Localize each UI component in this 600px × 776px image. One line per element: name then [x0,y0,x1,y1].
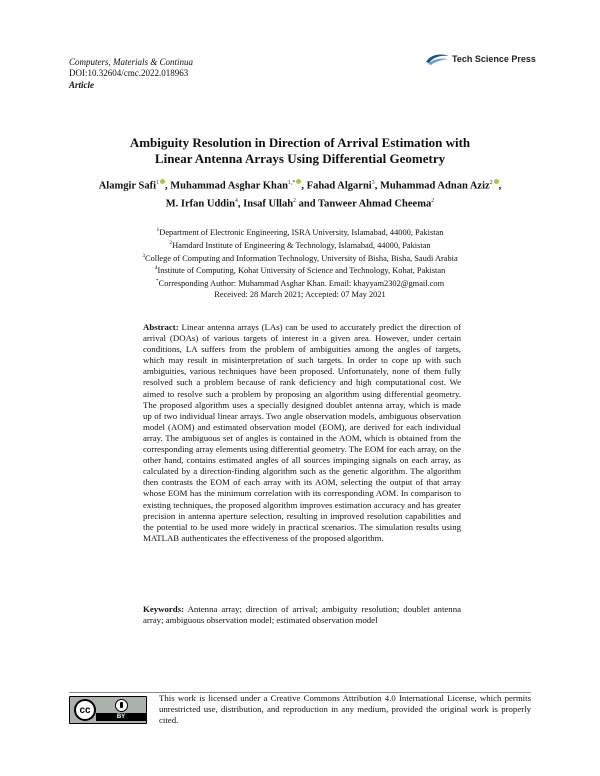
affiliation-sup: 3 [142,252,145,259]
author-separator: , [164,180,171,192]
affiliation-line [90,251,510,264]
author-affil-sup: 2 [431,197,435,204]
affiliations [90,225,510,300]
abstract-text: Linear antenna arrays (LAs) can be used to accurately predict the direction of arrival (DOAs) of various targets of interest in a given area. However, under certain conditions, LA suffers from the problem of ambiguities among the angles of targets, which may result in misinterpretation of such targets. In order to cope up with such ambiguities, various techniques have been proposed. Unfortunately, none of them fully resolved such a problem because of rank deficiency and high computational cost. We aimed to resolve such a problem by proposing an algorithm using differential geometry. The proposed algorithm uses a specially designed doublet antenna array, which is made up of two individual linear arrays. Two angle observation models, ambiguous observation model (AOM) and estimated observation model (EOM), are derived for each individual array. The ambiguous set of angles is contained in the AOM, which is obtained from the corresponding array elements using differential geometry. The EOM for each array, on the other hand, contains estimated angles of all sources impinging signals on each array, as calculated by a direction-finding algorithm such as the genetic algorithm. The algorithm then contrasts the EOM of each array with its AOM, selecting the output of that array whose EOM has the minimum correlation with its corresponding AOM. In comparison to existing techniques, the proposed algorithm improves estimation accuracy and has greater precision in antenna aperture selection, resulting in improved resolution capabilities and the potential to be used more widely in practical scenarios. The simulation results using MATLAB authenticates the effectiveness of the proposed algorithm. [143,322,461,543]
author-line-1 [90,176,510,194]
cc-by-label: BY [96,713,146,721]
paper-title [80,135,520,167]
article-type: Article [69,80,94,90]
author-conjunction: and [296,198,319,209]
cc-by-block [96,697,146,723]
author-affil-sup: 1 [155,180,159,186]
author-affil-sup: 1,* [287,180,296,186]
publisher-name: Tech Science Press [452,54,536,64]
abstract [143,322,461,544]
affiliation-line [90,238,510,251]
affiliation-sup: * [155,278,159,285]
affiliation-sup: 1 [156,227,160,233]
doi[interactable]: DOI:10.32604/cmc.2022.018963 [69,68,189,78]
affiliation-text: Department of Electronic Engineering, ISRA University, Islamabad, 44000, Pakistan [159,227,444,237]
journal-name: Computers, Materials & Continua [69,57,194,67]
corresponding-author [90,276,510,289]
author-name: Insaf Ullah [243,198,294,209]
keywords-label: Keywords: [143,604,185,614]
affiliation-text: Institute of Computing, Kohat University of Science and Technology, Kohat, Pakistan [157,266,446,276]
author-affil-sup: 3 [371,180,375,186]
author-name: Muhammad Asghar Khan [170,180,288,192]
author-separator: , [374,180,380,192]
publisher-logo-block [424,53,536,65]
author-affil-sup: 4 [234,197,238,204]
keywords-text: Antenna array; direction of arrival; ambiguity resolution; doublet antenna array; ambiguous observation model; estimated observation model [143,604,462,626]
author-name: Tanweer Ahmad Cheema [318,198,432,209]
author-separator: , [237,198,244,209]
author-separator: , [301,180,307,192]
affiliation-line [90,263,510,276]
abstract-label: Abstract: [143,322,179,332]
affiliation-text: Corresponding Author: Muhammad Asghar Khan. Email: khayyam2302@gmail.com [158,278,445,288]
title-line-1: Ambiguity Resolution in Direction of Arrival Estimation with [129,135,471,150]
publisher-swoosh-icon [424,53,450,65]
author-line-2 [90,194,510,212]
cc-icon: cc [74,699,96,721]
author-separator: , [498,180,502,192]
affiliation-sup: 4 [154,265,158,272]
affiliation-sup: 2 [169,239,173,246]
author-affil-sup: 2 [293,197,297,204]
affiliation-text: Hamdard Institute of Engineering & Technology, Islamabad, 44000, Pakistan [172,240,431,250]
affiliation-line [90,225,510,238]
author-name: Fahad Algarni [306,180,372,192]
author-name: M. Irfan Uddin [165,198,235,209]
affiliation-text: College of Computing and Information Technology, University of Bisha, Bisha, Saudi Arabia [145,253,458,263]
author-name: Alamgir Safi [98,180,156,192]
license-text: This work is licensed under a Creative Commons Attribution 4.0 International License, which permits unrestricted use, distribution, and reproduction in any medium, provided the original work is properly cited. [159,693,531,725]
title-line-2: Linear Antenna Arrays Using Differential Geometry [154,151,446,166]
author-list [90,176,510,211]
author-affil-sup: 2 [489,180,493,186]
author-name: Muhammad Adnan Aziz [379,180,490,192]
attribution-person-icon [115,699,128,712]
cc-by-license-badge[interactable] [69,696,147,724]
keywords [143,604,461,626]
received-accepted-dates: Received: 28 March 2021; Accepted: 07 May 2021 [214,289,386,299]
